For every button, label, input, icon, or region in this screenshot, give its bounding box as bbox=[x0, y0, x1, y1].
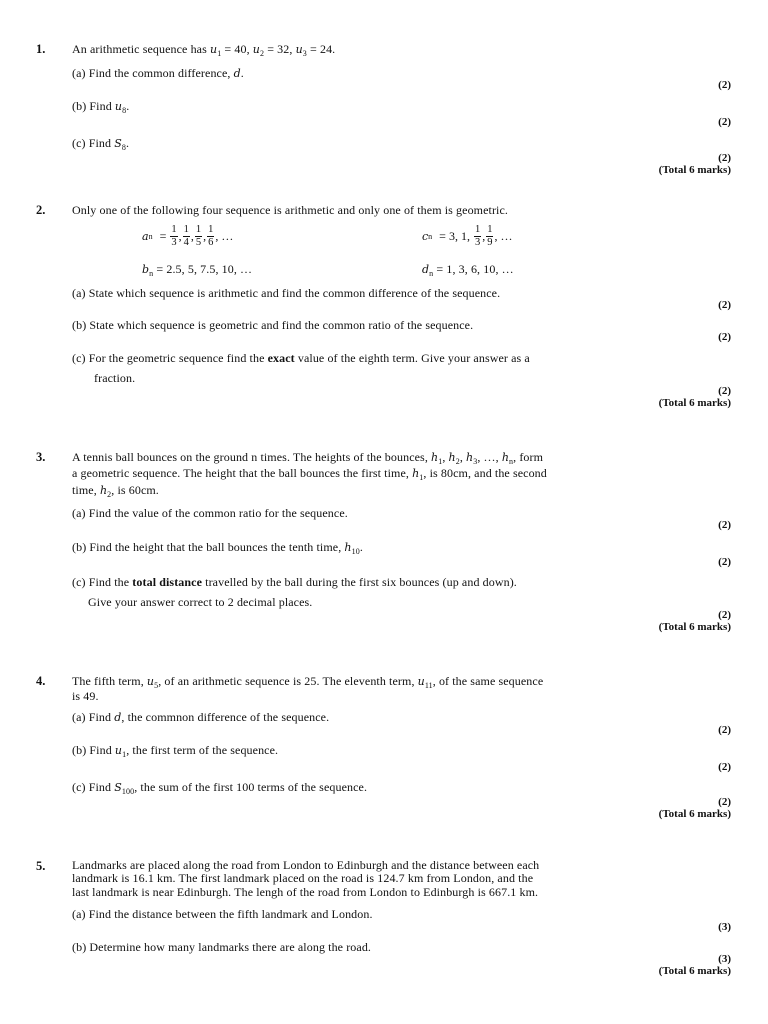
marks: (2) bbox=[718, 152, 731, 164]
question-number: 1. bbox=[36, 42, 46, 56]
question-number: 5. bbox=[36, 859, 46, 873]
question-5-part-a: (a) Find the distance between the fifth landmark and London. bbox=[72, 907, 373, 921]
question-1-part-b: (b) Find $u_8$. bbox=[72, 99, 130, 115]
total-marks: (Total 6 marks) bbox=[658, 397, 731, 409]
question-1-part-c: (c) Find $S_8$. bbox=[72, 136, 130, 152]
question-3-line-1: A tennis ball bounces on the ground n times. The heights of the bounces, $h_1$, $h_2$, $h_3$, …, $h_n$, form bbox=[72, 450, 544, 466]
total-marks: (Total 6 marks) bbox=[658, 621, 731, 633]
question-4-line-2: is 49. bbox=[72, 689, 99, 703]
marks: (2) bbox=[718, 556, 731, 568]
question-3-part-a: (a) Find the value of the common ratio for the sequence. bbox=[72, 506, 348, 520]
question-3-part-b: (b) Find the height that the ball bounces the tenth time, $h_{10}$. bbox=[72, 540, 363, 556]
question-2-part-a: (a) State which sequence is arithmetic and find the common difference of the sequence. bbox=[72, 286, 501, 300]
sequence-b: $b_n = 2.5$, 5, 7.5, 10, … bbox=[142, 262, 253, 278]
marks: (2) bbox=[718, 519, 731, 531]
marks: (2) bbox=[718, 79, 731, 91]
question-4-line-1: The fifth term, $u_5$, of an arithmetic sequence is 25. The eleventh term, $u_{11}$, of the same sequence bbox=[72, 674, 544, 690]
question-5-line-2: landmark is 16.1 km. The first landmark placed on the road is 124.7 km from London, and the bbox=[72, 871, 534, 885]
marks: (2) bbox=[718, 299, 731, 311]
question-4-part-c: (c) Find $S_{100}$, the sum of the first 100 terms of the sequence. bbox=[72, 780, 368, 796]
marks: (2) bbox=[718, 609, 731, 621]
marks: (2) bbox=[718, 331, 731, 343]
question-3-line-3: time, $h_2$, is 60cm. bbox=[72, 483, 159, 499]
question-number: 3. bbox=[36, 450, 46, 464]
marks: (2) bbox=[718, 116, 731, 128]
marks: (2) bbox=[718, 724, 731, 736]
question-5-line-3: last landmark is near Edinburgh. The lengh of the road from London to Edinburgh is 667.1 km. bbox=[72, 885, 539, 899]
question-2-part-c: (c) For the geometric sequence find the exact value of the eighth term. Give your answer as a bbox=[72, 351, 530, 365]
total-marks: (Total 6 marks) bbox=[658, 808, 731, 820]
question-4-part-a: (a) Find d, the commnon difference of the sequence. bbox=[72, 710, 330, 724]
sequence-a: a n = $\frac{1}{3}$ , $\frac{1}{4}$ , $\frac{1}{5}$ , $\frac{1}{6}$ , … bbox=[142, 224, 234, 248]
question-2-part-c-cont: fraction. bbox=[94, 371, 136, 385]
total-marks: (Total 6 marks) bbox=[658, 164, 731, 176]
marks: (3) bbox=[718, 953, 731, 965]
question-number: 2. bbox=[36, 203, 46, 217]
question-4-part-b: (b) Find $u_1$, the first term of the sequence. bbox=[72, 743, 279, 759]
question-3-part-c-cont: Give your answer correct to 2 decimal places. bbox=[88, 595, 313, 609]
marks: (2) bbox=[718, 385, 731, 397]
sequence-c: c n = 3, 1, $\frac{1}{3}$ , $\frac{1}{9}$ , … bbox=[422, 224, 513, 248]
marks: (2) bbox=[718, 761, 731, 773]
question-2-intro: Only one of the following four sequence is arithmetic and only one of them is geometric. bbox=[72, 203, 509, 217]
question-number: 4. bbox=[36, 674, 46, 688]
question-1-part-a: (a) Find the common difference, d. bbox=[72, 66, 244, 80]
total-marks: (Total 6 marks) bbox=[658, 965, 731, 977]
question-5-part-b: (b) Determine how many landmarks there are along the road. bbox=[72, 940, 372, 954]
marks: (2) bbox=[718, 796, 731, 808]
question-3-part-c: (c) Find the total distance travelled by the ball during the first six bounces (up and down). bbox=[72, 575, 517, 589]
question-2-part-b: (b) State which sequence is geometric and find the common ratio of the sequence. bbox=[72, 318, 474, 332]
question-3-line-2: a geometric sequence. The height that the ball bounces the first time, $h_1$, is 80cm, and the second bbox=[72, 466, 547, 482]
sequence-d: $d_n = 1$, 3, 6, 10, … bbox=[422, 262, 514, 278]
question-5-line-1: Landmarks are placed along the road from London to Edinburgh and the distance between each bbox=[72, 858, 540, 872]
marks: (3) bbox=[718, 921, 731, 933]
question-1-intro: An arithmetic sequence has $u_1 = 40$, $u_2 = 32$, $u_3 = 24$. bbox=[72, 42, 336, 58]
